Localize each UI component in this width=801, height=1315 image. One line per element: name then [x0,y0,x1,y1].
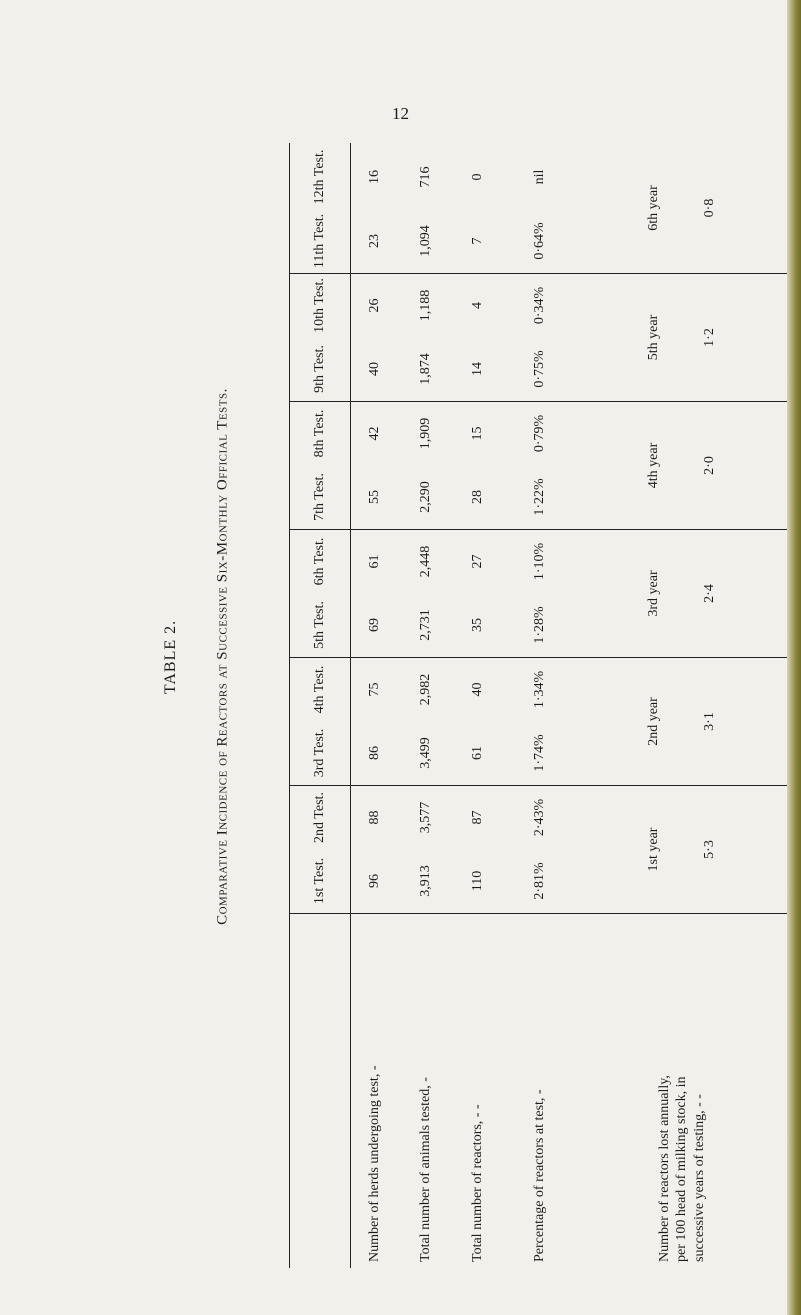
table-cell: 1·10% [504,529,576,593]
page-edge [787,0,801,1315]
header-test-10: 10th Test. [290,273,350,337]
table-cell: 3,913 [418,865,434,897]
row-label-percentage: Percentage of reactors at test, - [504,913,576,1268]
header-test-11: 11th Test. [312,213,328,269]
table-cell: 2·81% [532,862,548,900]
year-name: 1st year [646,827,661,872]
year-group-3 [576,529,788,657]
row-label-animals: Total number of animals tested, - [400,913,452,1268]
table-cell: 15 [452,401,504,465]
table-cell: 88 [350,785,400,849]
table-cell: 61 [350,529,400,593]
table-cell: 61 [470,746,486,760]
table-cell: 35 [470,618,486,632]
table-cell: 0·79% [504,401,576,465]
yearly-label-line-3: successive years of testing, - - [691,1094,707,1262]
yearly-label-line-2: per 100 head of milking stock, in [674,1076,690,1262]
table-row [452,143,504,1268]
table-cell: 1·22% [532,478,548,516]
page-number: 12 [392,104,409,123]
table-cell: 4 [452,273,504,337]
year-group-5 [576,273,788,401]
reactor-table [289,143,789,1268]
table-cell: 14 [470,362,486,376]
table-cell: 2·43% [504,785,576,849]
table-cell: 69 [367,618,383,632]
table-cell: 23 [367,234,383,248]
year-value: 0·8 [702,198,717,218]
table-row [350,143,400,1268]
year-name: 2nd year [646,697,661,746]
header-test-8: 8th Test. [290,401,350,465]
year-group-6 [576,143,788,273]
table-cell: 0 [470,173,486,181]
table-cell: 1,094 [418,225,434,257]
table-cell: 1·74% [532,734,548,772]
row-label-herds: Number of herds undergoing test, - [350,913,400,1268]
table-cell: 40 [452,657,504,721]
table-cell: 1,909 [400,401,452,465]
table-cell: 28 [470,490,486,504]
table-cell: 3,577 [400,785,452,849]
table-cell: 40 [367,362,383,376]
year-group-2 [576,657,788,785]
table-cell: 27 [452,529,504,593]
yearly-row [576,143,788,1268]
table-cell: 7 [470,237,486,245]
header-row [290,143,351,1268]
table-cell: 96 [367,874,383,888]
header-test-2: 2nd Test. [290,785,350,849]
table-cell: 1·34% [504,657,576,721]
table-cell: 2,982 [400,657,452,721]
year-group-4 [576,401,788,529]
header-test-4: 4th Test. [290,657,350,721]
year-value: 2·4 [702,584,717,603]
year-name: 6th year [646,185,661,231]
year-name: 4th year [646,442,661,489]
year-name: 5th year [646,314,661,361]
table-caption: Comparative Incidence of Reactors at Successive Six-Monthly Official Tests. [214,388,231,925]
row-label-yearly [576,913,788,1268]
header-test-7: 7th Test. [312,473,328,521]
table-cell: 0·64% [532,222,548,260]
table-cell: 16 [367,170,383,184]
year-value: 3·1 [702,712,717,731]
table-cell: 0·75% [532,350,548,388]
header-test-3: 3rd Test. [312,728,328,778]
table-cell: 2,731 [418,609,434,641]
table-cell: 42 [350,401,400,465]
table-cell: 86 [367,746,383,760]
header-test-9: 9th Test. [312,345,328,393]
table-wrapper [289,143,789,1268]
table-cell: 3,499 [418,737,434,769]
table-cell: 75 [350,657,400,721]
table-cell: nil [532,169,548,185]
year-value: 1·2 [702,328,717,347]
table-cell: 87 [452,785,504,849]
table-label: TABLE 2. [162,619,179,695]
table-cell: 716 [418,166,434,188]
table-cell: 26 [350,273,400,337]
table-cell: 1,874 [418,353,434,385]
table-cell: 2,448 [400,529,452,593]
table-cell: 1,188 [400,273,452,337]
table-cell: 1·28% [532,606,548,644]
table-row [400,143,452,1268]
header-test-1: 1st Test. [312,857,328,905]
year-value: 2·0 [702,456,717,475]
row-label-reactors: Total number of reactors, - - [452,913,504,1268]
table-cell: 110 [470,870,486,892]
year-group-1 [576,785,788,913]
yearly-label-line-1: Number of reactors lost annually, [656,1075,672,1262]
header-test-5: 5th Test. [312,601,328,649]
table-cell: 0·34% [504,273,576,337]
header-test-12: 12th Test. [312,149,328,205]
year-name: 3rd year [646,570,661,617]
table-cell: 2,290 [418,481,434,513]
year-value: 5·3 [702,840,717,859]
table-cell: 55 [367,490,383,504]
header-blank [290,913,350,1268]
header-test-6: 6th Test. [290,529,350,593]
table-row [504,143,576,1268]
